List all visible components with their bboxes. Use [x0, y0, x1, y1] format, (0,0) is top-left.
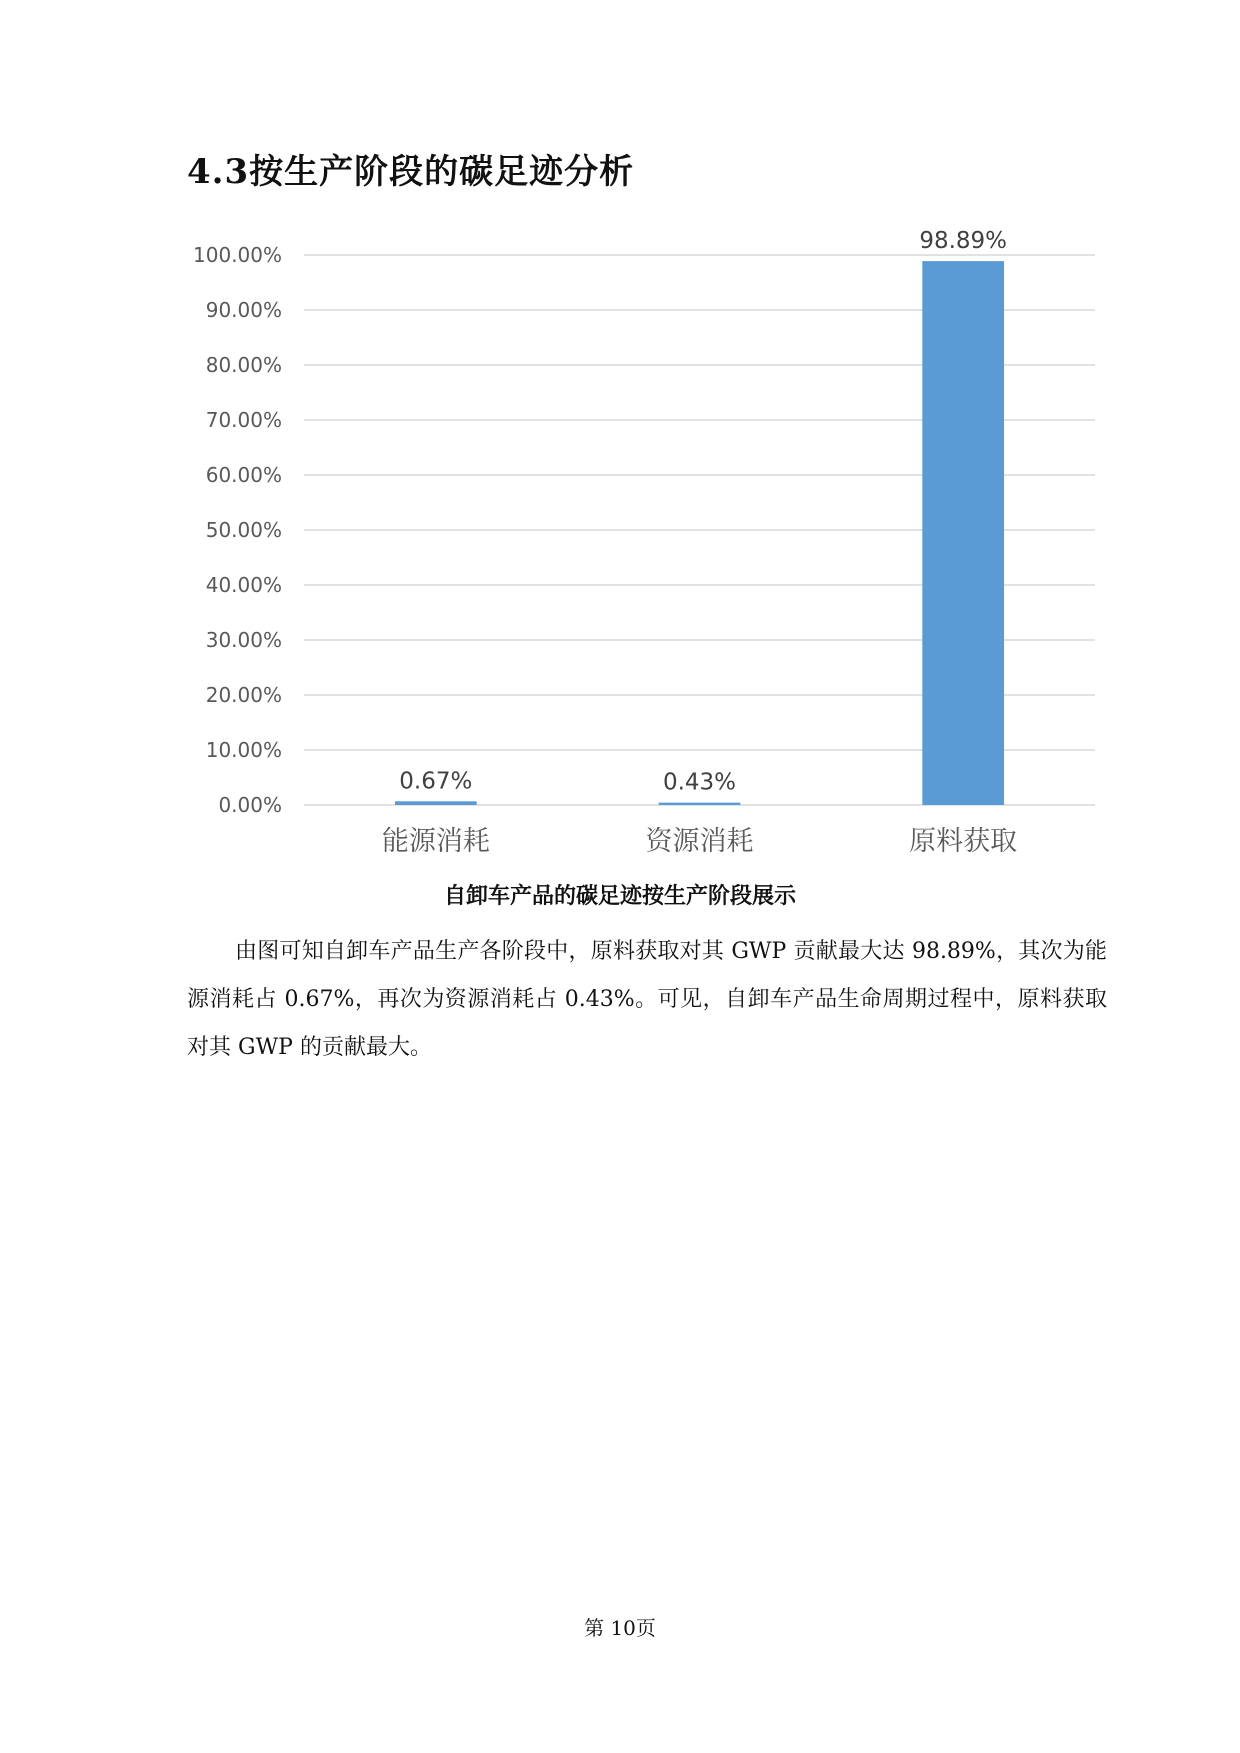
chart-data-labels — [399, 228, 1007, 796]
chart-bars — [395, 261, 1004, 805]
bar — [659, 803, 741, 805]
y-tick-label: 90.00% — [205, 298, 282, 322]
y-tick-label: 100.00% — [193, 243, 282, 267]
page-number: 第 10页 — [584, 1616, 656, 1640]
y-tick-label: 10.00% — [205, 738, 282, 762]
y-tick-label: 40.00% — [205, 573, 282, 597]
x-tick-label: 原料获取 — [909, 826, 1018, 857]
bar-chart — [180, 218, 1120, 878]
y-tick-label: 0.00% — [218, 793, 282, 817]
section-heading: 4.3按生产阶段的碳足迹分析 — [187, 152, 635, 192]
bar — [395, 801, 477, 805]
data-label: 98.89% — [919, 228, 1008, 255]
x-axis-tick-labels — [382, 826, 1017, 857]
y-tick-label: 80.00% — [205, 353, 282, 377]
figure-caption: 自卸车产品的碳足迹按生产阶段展示 — [443, 884, 796, 909]
y-tick-label: 30.00% — [205, 628, 282, 652]
y-tick-label: 20.00% — [205, 683, 282, 707]
y-tick-label: 60.00% — [205, 463, 282, 487]
x-tick-label: 能源消耗 — [381, 826, 490, 857]
y-tick-label: 70.00% — [205, 408, 282, 432]
body-paragraph: 由图可知自卸车产品生产各阶段中，原料获取对其 GWP 贡献最大达 98.89%，其次为能源消耗占 0.67%，再次为资源消耗占 0.43%。可见，自卸车产品生命周期过程中，原料获取对其 GWP 的贡献最大。 — [187, 939, 1107, 1060]
y-tick-label: 50.00% — [205, 518, 282, 542]
data-label: 0.67% — [399, 768, 473, 795]
y-axis-tick-labels — [193, 243, 282, 817]
x-tick-label: 资源消耗 — [645, 826, 754, 857]
bar — [922, 261, 1004, 805]
data-label: 0.43% — [662, 769, 737, 796]
